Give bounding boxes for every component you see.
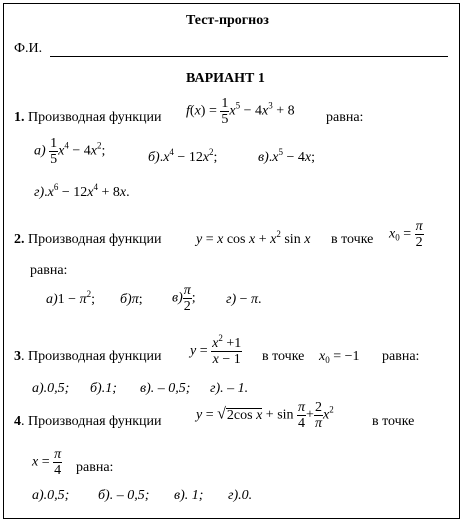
- q1-answers-row-1: а) $\frac{1}{5}$ $x^4 - 4x^2$;: [34, 136, 106, 167]
- question-4-number: 4: [14, 414, 21, 429]
- q4-option-d[interactable]: г).0.: [228, 488, 253, 503]
- question-4-suffix: равна:: [76, 460, 114, 475]
- question-4-point: x = $\frac{\pi}{4}$: [32, 447, 62, 478]
- question-2-mid: в точке: [331, 232, 374, 247]
- q1-option-c[interactable]: $в).x^5 - 4x$;: [258, 147, 315, 165]
- question-1-lead: Производная функции: [28, 110, 162, 125]
- name-label: Ф.И.: [14, 41, 43, 56]
- question-3-suffix: равна:: [382, 349, 420, 364]
- q1-option-a-label: а): [34, 143, 46, 159]
- question-4-mid: в точке: [372, 414, 415, 429]
- question-2-number: 2.: [14, 232, 25, 247]
- q1-option-d[interactable]: $г).x^6 - 12x^4 + 8x$.: [34, 182, 130, 200]
- question-4-lead: . Производная функции: [21, 414, 162, 429]
- question-4: [14, 415, 162, 429]
- question-2: [14, 233, 162, 247]
- question-2-point: $x_0$ = $\frac{\pi}{2}$: [389, 219, 423, 250]
- question-3-formula: y = $\frac{x^2 +1}{x - 1}$: [190, 333, 242, 367]
- q1-option-b[interactable]: $б).x^4 - 12x^2$;: [148, 147, 218, 165]
- q2-option-c[interactable]: в) $\frac{\pi}{2}$ ;: [172, 283, 196, 314]
- question-2-formula: y = x $\cos x + x^2$ sin x: [196, 229, 311, 247]
- page-title: Тест-прогноз: [186, 13, 269, 28]
- question-3-mid: в точке: [262, 349, 305, 364]
- q4-option-a[interactable]: а).0,5;: [32, 488, 70, 503]
- name-field-line[interactable]: [50, 56, 448, 57]
- q3-option-b[interactable]: б).1;: [90, 381, 117, 396]
- question-2-lead: Производная функции: [28, 232, 162, 247]
- variant-heading: ВАРИАНТ 1: [186, 71, 265, 86]
- q2-option-d[interactable]: г) − π.: [226, 292, 262, 307]
- question-1-suffix: равна:: [326, 110, 364, 125]
- q4-option-b[interactable]: б). – 0,5;: [98, 488, 150, 503]
- question-4-formula: y = √2cos x + sin $\frac{\pi}{4}$ + $\frac{2}{\pi}$ $x^2$: [196, 400, 334, 431]
- q2-option-b[interactable]: б)π;: [120, 292, 143, 307]
- q3-option-c[interactable]: в). – 0,5;: [140, 381, 191, 396]
- q3-option-d[interactable]: г). – 1.: [210, 381, 249, 396]
- question-3-number: 3: [14, 349, 21, 364]
- question-1: [14, 111, 162, 125]
- question-1-number: 1.: [14, 110, 25, 125]
- question-2-suffix: равна:: [30, 263, 68, 278]
- question-3-point: $x_0 = -1$: [319, 349, 360, 365]
- q2-option-a[interactable]: $а)1 - \pi^2$;: [46, 289, 95, 307]
- question-3: [14, 350, 162, 364]
- question-1-formula: f(x) = $\frac{1}{5}$ $x^5 - 4x^3 + 8$: [186, 96, 295, 127]
- question-3-lead: . Производная функции: [21, 349, 162, 364]
- q4-option-c[interactable]: в). 1;: [174, 488, 204, 503]
- q3-option-a[interactable]: а).0,5;: [32, 381, 70, 396]
